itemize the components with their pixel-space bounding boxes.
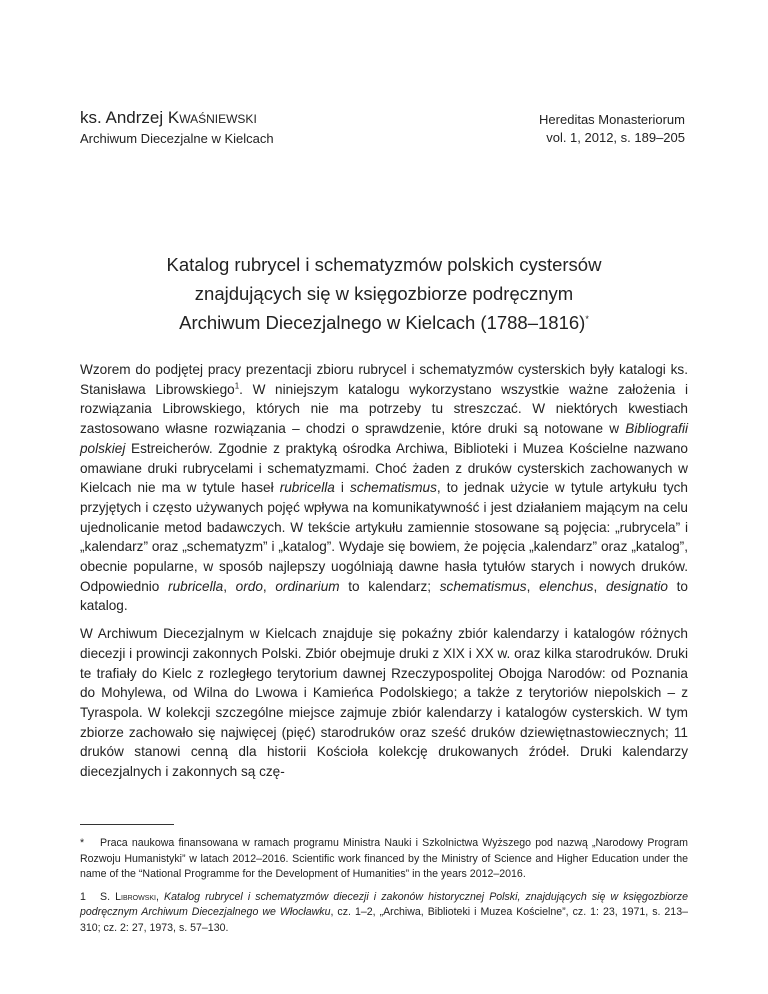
journal-info bbox=[405, 111, 685, 147]
author-prefix: ks. Andrzej bbox=[80, 108, 168, 127]
footnote-1-author: S. Librowski bbox=[100, 890, 156, 903]
journal-name: Hereditas Monasteriorum bbox=[539, 112, 685, 127]
article-body bbox=[80, 360, 688, 790]
title-line-3 bbox=[100, 308, 668, 337]
footnote-1: 1 S. Librowski, Katalog rubrycel i schematyzmów diecezji i zakonów historycznej Polski, znajdujących się w księgozbiorze podręcznym Archiwum Diecezjalnego we Włocławku, cz. 1–2, „Archiwa, Biblioteki i Muzea Kościelne”, cz. 1: 23, 1971, s. 213–310; cz. 2: 27, 1973, s. 57–130. bbox=[80, 890, 688, 934]
title-line-2: znajdujących się w księgozbiorze podręcznym bbox=[194, 283, 574, 304]
body-paragraph-1: Wzorem do podjętej pracy prezentacji zbioru rubrycel i schematyzmów cysterskich były katalogi ks. Stanisława Librowskiego$^1$. W niniejszym katalogu wykorzystano wszystkie ważne założenia i rozwiązania Librowskiego, których nie ma potrzeby tu streszczać. W niektórych kwestiach zastosowano własne rozwiązania – chodzi o sprawdzenie, które druki są notowane w Bibliografii polskiej Estreicherów. Zgodnie z praktyką ośrodka Archiwa, Biblioteki i Muzea Kościelne nazwano omawiane druki rubrycelami i schematyzmami. Choć żaden z druków cysterskich zachowanych w Kielcach nie ma w tytule haseł rubricella i schematismus, to jednak użycie w tytule artykułu tych przyjętych i często używanych pojęć wpływa na komunikatywność i jest działaniem mającym na celu ujednolicanie metod badawczych. W tekście artykułu zamiennie stosowane są pojęcia: „rubrycela” i „kalendarz” oraz „schematyzm” i „katalog”. Wydaje się bowiem, że pojęcia „kalendarz” oraz „katalog”, obecnie popularne, w sposób najlepszy uogólniają dawne hasła tytułów starych i nowych druków. Odpowiednio rubricella, ordo, ordinarium to kalendarz; schematismus, elenchus, designatio to katalog. bbox=[80, 362, 688, 614]
title-footnote-marker[interactable]: * bbox=[585, 313, 589, 324]
author-name bbox=[80, 107, 420, 129]
body-paragraph-2: W Archiwum Diecezjalnym w Kielcach znajduje się pokaźny zbiór kalendarzy i katalogów różnych diecezji i prowincji zakonnych Polski. Zbiór obejmuje druki z XIX i XX w. oraz kilka starodruków. Druki te trafiały do Kielc z rozległego terytorium dawnej Rzeczypospolitej Obojga Narodów: od Poznania do Mohylewa, od Wilna do Lwowa i Kamieńca Podolskiego; a także z terytoriów niepolskich – z Tyraspola. W kolekcji szczególne miejsce zajmuje zbiór kalendarzy i katalogów cysterskich. W tym zbiorze zachowało się najwięcej (pięć) starodruków oraz sześć druków dziewiętnastowiecznych; 11 druków stanowi cenną dla historii Kościoła kolekcję drukowanych źródeł. Druki kalendarzy diecezjalnych i zakonnych są czę- bbox=[80, 626, 688, 780]
author-block bbox=[80, 107, 420, 148]
footnotes bbox=[80, 836, 688, 943]
footnote-star-marker: * bbox=[80, 837, 85, 849]
title-line-1: Katalog rubrycel i schematyzmów polskich cystersów bbox=[166, 254, 602, 275]
journal-volume: vol. 1, 2012, s. 189–205 bbox=[546, 130, 685, 145]
footnote-1-title: Katalog rubrycel i schematyzmów diecezji i zakonów historycznej Polski, znajdujących się w księgozbiorze podręcznym Archiwum Diecezjalnego we Włocławku bbox=[80, 890, 688, 918]
footnote-1-marker: 1 bbox=[80, 890, 86, 903]
article-title bbox=[100, 250, 668, 337]
author-affiliation: Archiwum Diecezjalne w Kielcach bbox=[80, 131, 274, 146]
footnote-star bbox=[80, 836, 688, 883]
footnote-divider bbox=[80, 824, 174, 825]
footnote-star-text: Praca naukowa finansowana w ramach programu Ministra Nauki i Szkolnictwa Wyższego pod nazwą „Narodowy Program Rozwoju Humanistyki” w latach 2012–2016. Scientific work financed by the Ministry of Science and Higher Education under the name of the “National Programme for the Development of Humanities” in the years 2012–2016. bbox=[80, 837, 688, 880]
title-line-3-text: Archiwum Diecezjalnego w Kielcach (1788–1816) bbox=[179, 312, 586, 333]
author-surname: Kwaśniewski bbox=[167, 108, 257, 127]
footnote-1-details: , cz. 1–2, „Archiwa, Biblioteki i Muzea Kościelne”, cz. 1: 23, 1971, s. 213–310; cz. 2: 27, 1973, s. 57–130. bbox=[80, 906, 688, 934]
footnote-ref-1[interactable]: 1 bbox=[234, 381, 240, 391]
